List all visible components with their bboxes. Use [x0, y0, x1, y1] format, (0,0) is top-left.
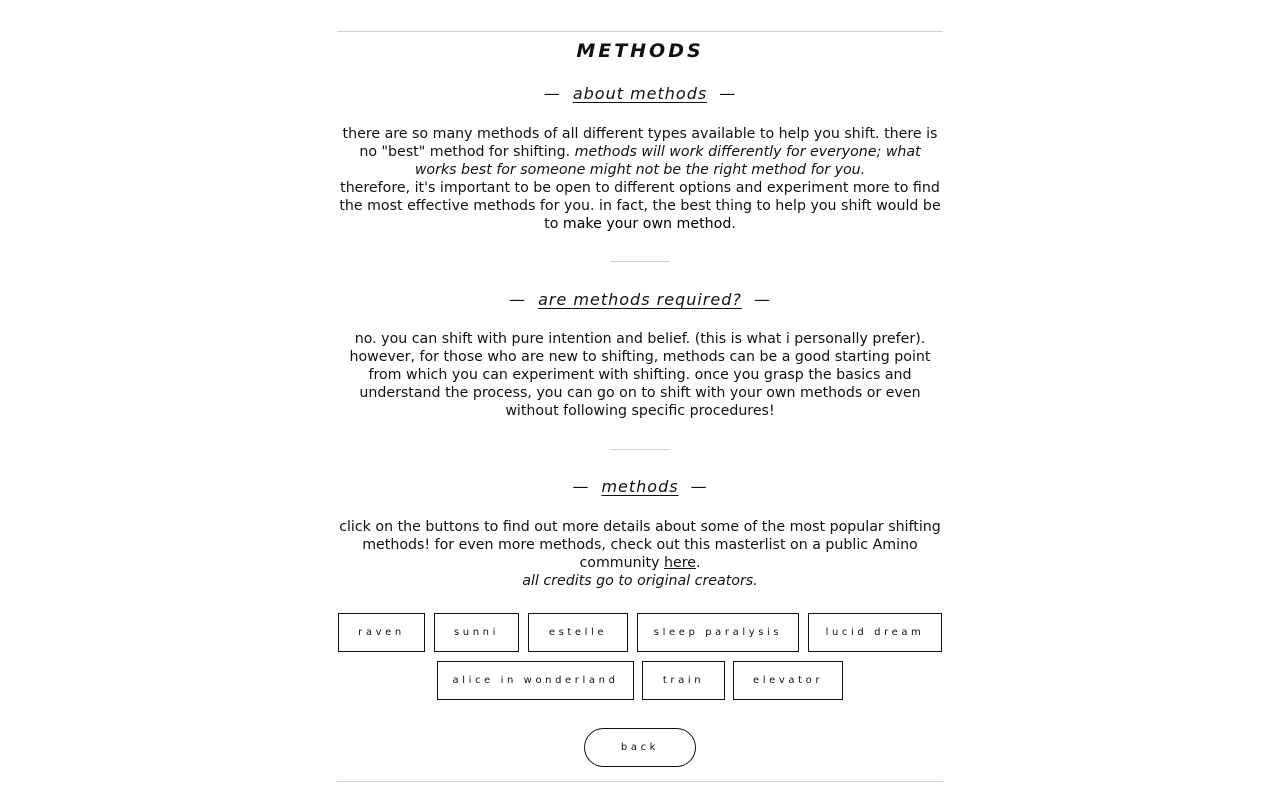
- section-heading-required: [337, 289, 943, 311]
- section-divider: [610, 449, 670, 450]
- credits-text: all credits go to original creators.: [522, 573, 758, 589]
- masterlist-link[interactable]: here: [664, 555, 696, 571]
- back-button[interactable]: back: [584, 728, 696, 767]
- section-heading-methods: [337, 476, 943, 498]
- top-rule: [337, 31, 943, 32]
- bottom-rule: [337, 781, 943, 782]
- methods-text-1: click on the buttons to find out more details about some of the most popular shifting methods! for even more methods, check out this masterlist on a public Amino community: [339, 519, 941, 571]
- sleep-paralysis-button[interactable]: sleep paralysis: [637, 613, 799, 652]
- about-text-1: there are so many methods of all different types available to help you shift. there is no "best" method for shifting.: [342, 126, 938, 160]
- methods-paragraph: [337, 518, 943, 590]
- about-methods-heading: about methods: [572, 84, 708, 103]
- sunni-button[interactable]: sunni: [434, 613, 519, 652]
- dash-right: —: [719, 84, 737, 103]
- about-text-5: .: [731, 216, 736, 232]
- methods-heading: methods: [601, 477, 679, 496]
- methods-required-paragraph: no. you can shift with pure intention and belief. (this is what i personally prefer). however, for those who are new to shifting, methods can be a good starting point from which you can experiment with shifting. once you grasp the basics and understand the process, you can go on to shift with your own methods or even without following specific procedures!: [349, 331, 931, 419]
- raven-button[interactable]: raven: [338, 613, 425, 652]
- dash-left: —: [543, 84, 561, 103]
- about-methods-paragraph: [337, 125, 943, 233]
- about-text-3: therefore, it's important to be open to different options and experiment more to find the most effective methods for you. in fact, the best thing to help you shift would be to: [339, 180, 941, 232]
- train-button[interactable]: train: [642, 661, 725, 700]
- dash-right: —: [753, 290, 771, 309]
- methods-required-heading: are methods required?: [538, 290, 742, 309]
- about-text-emphasis: methods will work differently for everyone; what works best for someone might not be the right method for you.: [414, 144, 921, 178]
- about-text-strong: make your own method: [562, 216, 732, 232]
- elevator-button[interactable]: elevator: [733, 661, 843, 700]
- alice-in-wonderland-button[interactable]: alice in wonderland: [437, 661, 634, 700]
- dash-left: —: [572, 477, 590, 496]
- methods-text-2: .: [695, 555, 701, 571]
- section-heading-about: [337, 83, 943, 105]
- lucid-dream-button[interactable]: lucid dream: [808, 613, 942, 652]
- dash-left: —: [509, 290, 527, 309]
- page-title: METHODS: [576, 40, 704, 62]
- estelle-button[interactable]: estelle: [528, 613, 628, 652]
- section-divider: [610, 261, 670, 262]
- dash-right: —: [690, 477, 708, 496]
